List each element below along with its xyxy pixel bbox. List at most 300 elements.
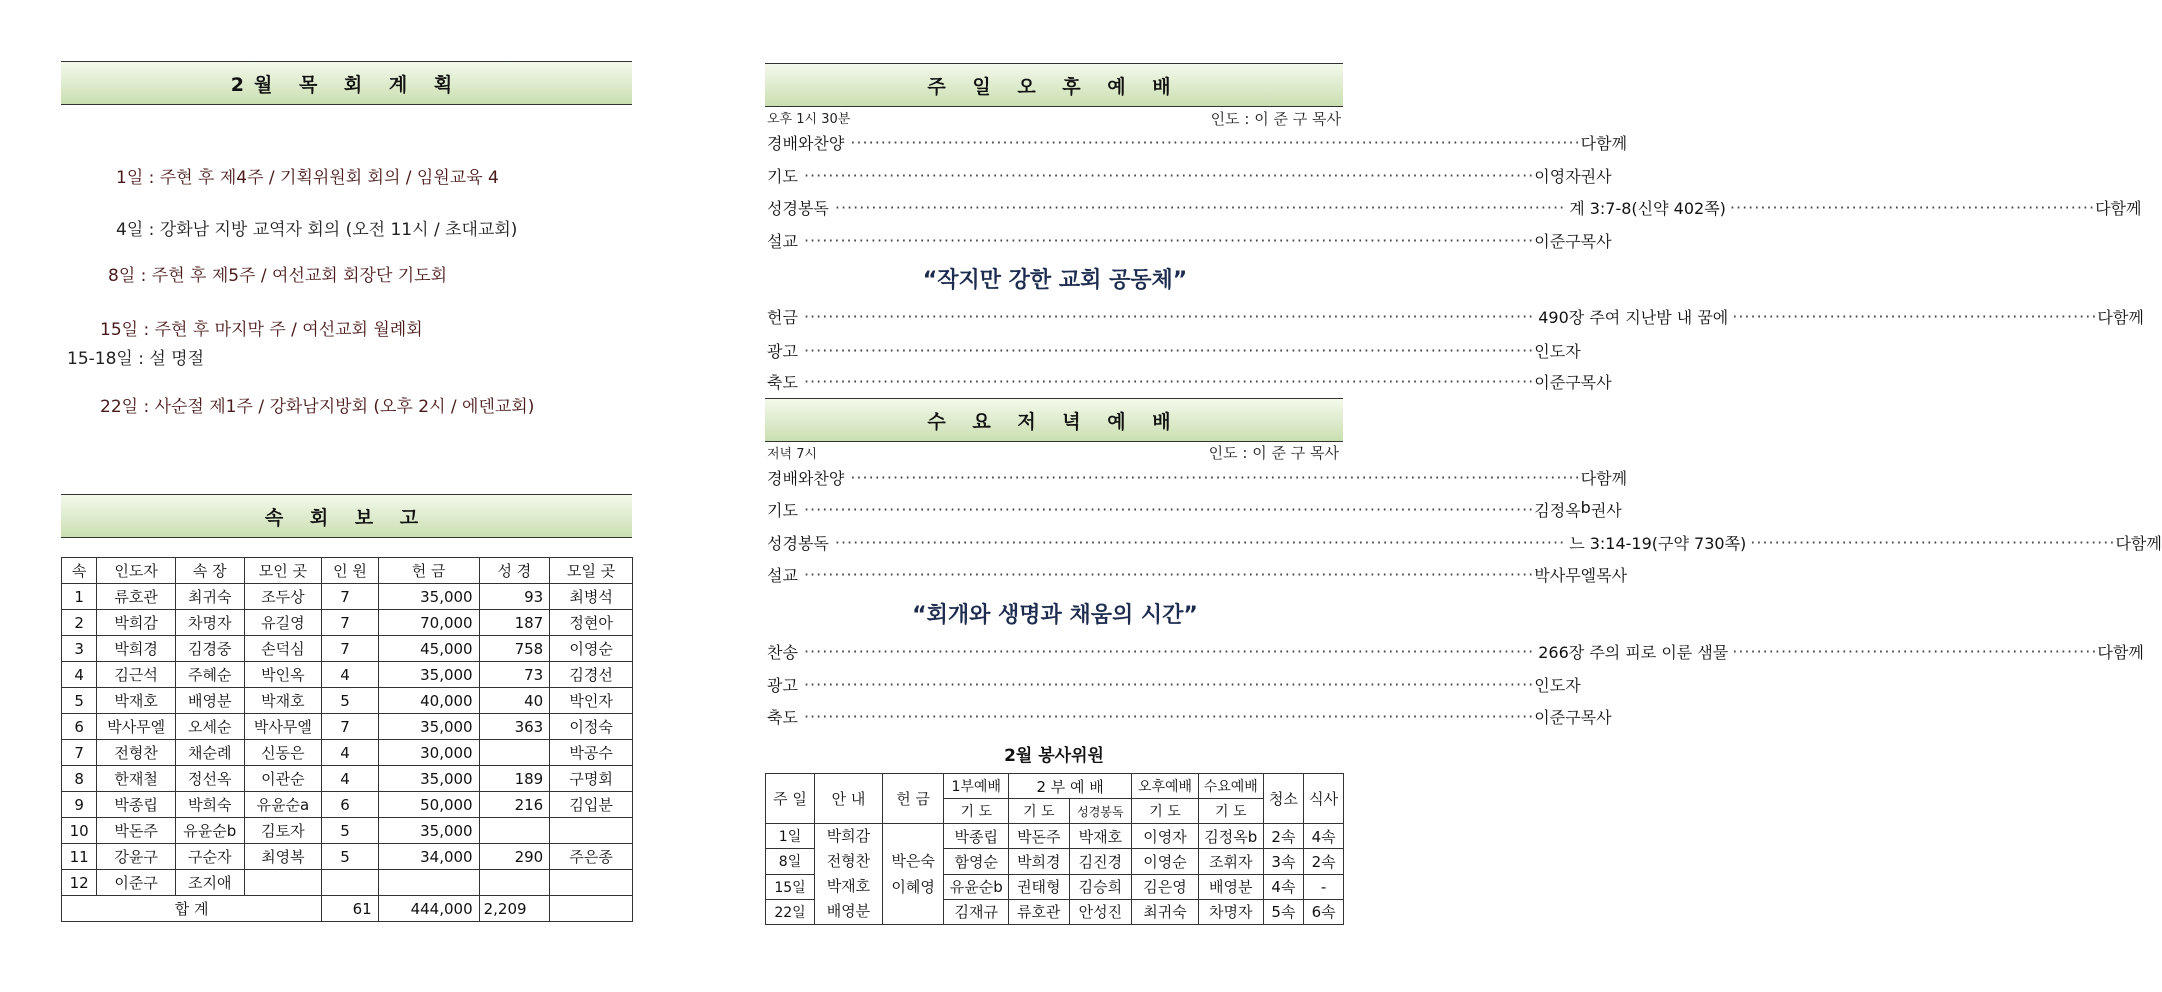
report-body	[62, 584, 633, 896]
order-row	[767, 495, 1622, 523]
glyph: 경	[782, 198, 798, 218]
v-day: 8일	[766, 849, 815, 874]
cell-report-table	[61, 557, 633, 922]
glyph: 축	[767, 707, 783, 727]
schedule-item: 22일 : 사순절 제1주 / 강화남지방회 (오후 2시 / 에덴교회)	[100, 397, 535, 417]
table-cell: 40	[479, 688, 550, 714]
glyph: 봉	[797, 533, 814, 553]
col-header: 속	[62, 558, 97, 584]
glyph: 배	[782, 133, 798, 153]
glyph: b	[1580, 497, 1591, 517]
glyph: 경	[767, 133, 783, 153]
order-value	[2097, 640, 2143, 663]
v-cell: 조휘자	[1198, 849, 1263, 874]
dot-leader: ························································································································	[834, 532, 1566, 552]
dot-leader: ························································································································	[803, 674, 1535, 694]
schedule-item: 8일 : 주현 후 제5주 / 여선교회 회장단 기도회	[108, 266, 448, 286]
glyph: 광	[767, 675, 783, 695]
glyph: 다	[1580, 468, 1597, 488]
order-label	[767, 196, 835, 219]
order-value	[2115, 531, 2161, 554]
order-label	[767, 531, 835, 554]
table-cell: 93	[479, 584, 550, 610]
table-cell: 박공수	[550, 740, 633, 766]
glyph: 설	[767, 565, 783, 585]
order-label	[767, 229, 804, 252]
glyph: 께	[1611, 133, 1628, 153]
schedule-item: 4일 : 강화남 지방 교역자 회의 (오전 11시 / 초대교회)	[116, 220, 518, 240]
table-cell: 7	[322, 714, 378, 740]
order-label	[767, 339, 804, 362]
volunteers-table	[765, 773, 1344, 925]
vh-second: 2 부 예 배	[1009, 774, 1132, 799]
plan-title: 2월 목 회 계 획	[230, 73, 463, 96]
table-cell: 216	[479, 792, 550, 818]
order-detail: 490장 주여 지난밤 내 꿈에	[1538, 307, 1729, 327]
glyph: 양	[828, 468, 845, 488]
table-row	[62, 662, 633, 688]
glyph: 교	[782, 231, 798, 251]
v-cell: 이영자	[1132, 824, 1199, 849]
glyph: 함	[2112, 642, 2129, 662]
v-cell: 차명자	[1198, 899, 1263, 924]
glyph: 함	[1596, 133, 1612, 153]
table-cell: 김경중	[175, 636, 244, 662]
table-cell: 유윤순b	[175, 818, 244, 844]
v-cell: 5속	[1263, 899, 1304, 924]
wednesday-title: 수 요 저 녁 예 배	[927, 410, 1181, 433]
v-guide: 전형찬	[826, 852, 871, 870]
wednesday-header	[765, 398, 1343, 442]
vh-read: 성경봉독	[1069, 799, 1132, 824]
glyph: 헌	[767, 307, 783, 327]
order-label	[767, 673, 804, 696]
glyph: 자	[1565, 675, 1581, 695]
table-row	[62, 844, 633, 870]
col-header: 모인 곳	[244, 558, 322, 584]
glyph: 준	[1549, 231, 1566, 251]
v-cell: 박종립	[944, 824, 1009, 849]
glyph: 이	[1534, 166, 1550, 186]
table-cell: 유윤순a	[244, 792, 322, 818]
glyph: 구	[1565, 707, 1581, 727]
v-cell: 박재호	[1069, 824, 1132, 849]
glyph: 박	[1534, 565, 1550, 585]
table-cell: 채순례	[175, 740, 244, 766]
table-cell: 배영분	[175, 688, 244, 714]
glyph: 함	[2112, 307, 2129, 327]
order-row	[767, 560, 1628, 588]
vh-pray1: 기 도	[944, 799, 1009, 824]
order-value	[1534, 498, 1622, 521]
table-cell: 5	[322, 688, 378, 714]
glyph: 구	[1565, 372, 1581, 392]
v-cell: 권태형	[1009, 874, 1070, 899]
dot-leader: ························································································································	[803, 499, 1535, 519]
glyph: 께	[2126, 198, 2142, 218]
glyph: 목	[1580, 231, 1597, 251]
table-cell: 류호관	[97, 584, 176, 610]
v-cell: 2속	[1304, 849, 1344, 874]
order-label	[767, 164, 804, 187]
v-guide: 박희감	[826, 827, 871, 845]
table-cell: 박희경	[97, 636, 176, 662]
table-cell: 박재호	[97, 688, 176, 714]
order-value	[1534, 563, 1627, 586]
dot-leader: ····························································	[1729, 197, 2096, 217]
table-cell: 박인옥	[244, 662, 322, 688]
table-cell: 7	[322, 610, 378, 636]
glyph: 영	[1549, 166, 1566, 186]
order-row	[767, 528, 2162, 556]
table-cell: 3	[62, 636, 97, 662]
table-cell: 박인자	[550, 688, 633, 714]
v-guide: 배영분	[826, 902, 871, 920]
order-value	[2097, 305, 2143, 328]
glyph: 고	[782, 675, 798, 695]
order-row	[767, 161, 1612, 189]
table-cell: 이정숙	[550, 714, 633, 740]
glyph: 경	[767, 468, 783, 488]
table-cell: 45,000	[378, 636, 479, 662]
order-value	[1534, 164, 1611, 187]
col-header: 인도자	[97, 558, 176, 584]
table-cell: 김토자	[244, 818, 322, 844]
table-cell: 4	[62, 662, 97, 688]
table-cell: 6	[62, 714, 97, 740]
table-cell: 30,000	[378, 740, 479, 766]
order-value	[1534, 229, 1611, 252]
table-cell	[479, 818, 550, 844]
glyph: 사	[1596, 231, 1612, 251]
glyph: 다	[2097, 307, 2113, 327]
table-cell: 6	[322, 792, 378, 818]
table-cell: 정현아	[550, 610, 633, 636]
v-cell: 3속	[1263, 849, 1304, 874]
dot-leader: ························································································································	[834, 197, 1566, 217]
dot-leader: ························································································································	[803, 165, 1535, 185]
v-cell: 이영순	[1132, 849, 1199, 874]
table-cell: 7	[62, 740, 97, 766]
afternoon-header	[765, 63, 1343, 107]
glyph: 이	[1534, 372, 1550, 392]
glyph: 양	[828, 133, 845, 153]
glyph: 도	[782, 500, 798, 520]
glyph: 사	[1596, 166, 1612, 186]
glyph: 사	[1596, 372, 1612, 392]
glyph: 찬	[813, 468, 829, 488]
order-label	[767, 640, 804, 663]
glyph: 성	[767, 533, 783, 553]
table-cell: 이영순	[550, 636, 633, 662]
order-detail: 266장 주의 피로 이룬 샘물	[1538, 642, 1729, 662]
vh-guide: 안 내	[815, 774, 883, 824]
table-cell: 4	[322, 766, 378, 792]
vh-offer: 헌 금	[882, 774, 944, 824]
order-row	[767, 226, 1612, 254]
order-value	[1581, 131, 1627, 154]
table-row	[62, 818, 633, 844]
table-cell: 290	[479, 844, 550, 870]
glyph: 옥	[1565, 500, 1581, 520]
glyph: 이	[1534, 707, 1550, 727]
glyph: 께	[1611, 468, 1628, 488]
v-day: 1일	[766, 824, 815, 849]
glyph: 고	[782, 341, 798, 361]
glyph: 구	[1565, 231, 1581, 251]
glyph: 권	[1590, 500, 1607, 520]
glyph: 금	[782, 307, 798, 327]
table-row	[62, 610, 633, 636]
order-value	[1534, 339, 1580, 362]
v-cell: 안성진	[1069, 899, 1132, 924]
glyph: 사	[1606, 500, 1622, 520]
table-cell: 2	[62, 610, 97, 636]
table-cell: 187	[479, 610, 550, 636]
vh-pray2: 기 도	[1009, 799, 1070, 824]
col-header: 속 장	[175, 558, 244, 584]
table-row	[62, 714, 633, 740]
table-cell: 35,000	[378, 818, 479, 844]
table-row	[62, 740, 633, 766]
table-cell: 박돈주	[97, 818, 176, 844]
table-cell: 11	[62, 844, 97, 870]
v-cell: 2속	[1263, 824, 1304, 849]
v-cell: 김재규	[944, 899, 1009, 924]
glyph: 설	[767, 231, 783, 251]
order-row	[767, 128, 1628, 156]
glyph: 배	[782, 468, 798, 488]
table-cell: 34,000	[378, 844, 479, 870]
report-title: 속 회 보 고	[264, 506, 429, 529]
table-cell: 5	[62, 688, 97, 714]
table-cell: 정선옥	[175, 766, 244, 792]
table-cell: 10	[62, 818, 97, 844]
table-cell: 35,000	[378, 766, 479, 792]
table-cell: 50,000	[378, 792, 479, 818]
table-cell: 최영복	[244, 844, 322, 870]
afternoon-sermon-title: “작지만 강한 교회 공동체”	[922, 268, 1188, 293]
volunteers-title: 2월 봉사위원	[1004, 746, 1104, 766]
v-cell: 함영순	[944, 849, 1009, 874]
glyph: 자	[1565, 341, 1581, 361]
v-cell: 김은영	[1132, 874, 1199, 899]
order-value	[1534, 705, 1611, 728]
order-value	[1534, 673, 1580, 696]
order-label	[767, 305, 804, 328]
order-row	[767, 367, 1612, 395]
vh-pray3: 기 도	[1132, 799, 1199, 824]
table-cell: 유길영	[244, 610, 322, 636]
v-cell: 박돈주	[1009, 824, 1070, 849]
glyph: 권	[1580, 166, 1597, 186]
glyph: 성	[767, 198, 783, 218]
table-cell: 35,000	[378, 714, 479, 740]
schedule-item: 1일 : 주현 후 제4주 / 기획위원회 회의 / 임원교육 4	[116, 168, 499, 188]
glyph: 함	[1596, 468, 1612, 488]
table-cell: 박종립	[97, 792, 176, 818]
order-label	[767, 563, 804, 586]
glyph: 목	[1580, 707, 1597, 727]
v-guide: 박재호	[826, 877, 871, 895]
dot-leader: ····························································	[1732, 306, 2098, 326]
wednesday-time: 저녁 7시	[767, 447, 818, 462]
v-offering	[882, 824, 944, 925]
v-cell: 4속	[1304, 824, 1344, 849]
v-cell: 김진경	[1069, 849, 1132, 874]
table-row	[62, 792, 633, 818]
table-cell: 조두상	[244, 584, 322, 610]
v-cell: 김정옥b	[1198, 824, 1263, 849]
v-cell: 박희경	[1009, 849, 1070, 874]
glyph: 광	[767, 341, 783, 361]
table-cell: 구명회	[550, 766, 633, 792]
table-cell: 7	[322, 584, 378, 610]
table-cell: 주은종	[550, 844, 633, 870]
order-value	[1534, 370, 1611, 393]
vh-clean: 청소	[1263, 774, 1304, 824]
table-cell: 7	[322, 636, 378, 662]
glyph: 무	[1565, 565, 1581, 585]
v-cell: 김승희	[1069, 874, 1132, 899]
glyph: 와	[797, 468, 814, 488]
glyph: 다	[2095, 198, 2111, 218]
table-cell: 박희숙	[175, 792, 244, 818]
v-cell: 6속	[1304, 899, 1344, 924]
table-cell: 8	[62, 766, 97, 792]
glyph: 찬	[767, 642, 783, 662]
table-cell: 박재호	[244, 688, 322, 714]
glyph: 함	[2130, 533, 2147, 553]
total-count: 61	[322, 896, 378, 922]
table-row	[62, 766, 633, 792]
glyph: 와	[797, 133, 814, 153]
order-value	[1581, 466, 1627, 489]
order-label	[767, 498, 804, 521]
glyph: 도	[782, 372, 798, 392]
dot-leader: ························································································································	[850, 467, 1581, 487]
glyph: 준	[1549, 372, 1566, 392]
glyph: 다	[1580, 133, 1597, 153]
total-row	[62, 896, 633, 922]
table-cell	[322, 870, 378, 896]
wednesday-sermon-title: “회개와 생명과 채움의 시간”	[912, 603, 1198, 628]
table-cell: 70,000	[378, 610, 479, 636]
glyph: 정	[1549, 500, 1566, 520]
vh-day: 주 일	[766, 774, 815, 824]
total-offering: 444,000	[378, 896, 479, 922]
table-cell: 4	[322, 662, 378, 688]
table-cell: 손덕심	[244, 636, 322, 662]
table-cell: 12	[62, 870, 97, 896]
glyph: 께	[2146, 533, 2162, 553]
table-cell: 9	[62, 792, 97, 818]
glyph: 께	[2128, 307, 2144, 327]
glyph: 함	[2110, 198, 2127, 218]
order-detail: 계 3:7-8(신약 402쪽)	[1569, 198, 1726, 218]
v-day: 15일	[766, 874, 815, 899]
order-row	[767, 302, 2144, 330]
dot-leader: ························································································································	[850, 132, 1581, 152]
afternoon-time: 오후 1시 30분	[767, 112, 851, 127]
order-label	[767, 466, 850, 489]
glyph: 김	[1534, 500, 1550, 520]
table-cell: 이관순	[244, 766, 322, 792]
dot-leader: ························································································································	[803, 641, 1535, 661]
table-cell: 김근석	[97, 662, 176, 688]
table-cell	[479, 740, 550, 766]
table-cell: 4	[322, 740, 378, 766]
table-cell: 최병석	[550, 584, 633, 610]
glyph: 다	[2115, 533, 2131, 553]
glyph: 엘	[1580, 565, 1597, 585]
table-cell	[550, 818, 633, 844]
table-cell	[378, 870, 479, 896]
glyph: 목	[1580, 372, 1597, 392]
glyph: 목	[1596, 565, 1612, 585]
afternoon-leader: 인도 : 이 준 구 목사	[1210, 110, 1341, 128]
glyph: 독	[813, 533, 829, 553]
table-cell: 구순자	[175, 844, 244, 870]
dot-leader: ························································································································	[803, 340, 1535, 360]
order-row	[767, 463, 1628, 491]
v-cell: 류호관	[1009, 899, 1070, 924]
dot-leader: ························································································································	[803, 564, 1535, 584]
table-cell: 신동은	[244, 740, 322, 766]
table-cell: 5	[322, 844, 378, 870]
order-value	[2095, 196, 2141, 219]
order-label	[767, 131, 850, 154]
order-row	[767, 670, 1581, 698]
table-cell: 최귀숙	[175, 584, 244, 610]
table-cell: 363	[479, 714, 550, 740]
glyph: 독	[813, 198, 829, 218]
plan-header	[61, 61, 632, 105]
glyph: 께	[2128, 642, 2144, 662]
v-day: 22일	[766, 899, 815, 924]
table-cell: 김입분	[550, 792, 633, 818]
table-cell: 오세순	[175, 714, 244, 740]
table-header-row	[62, 558, 633, 584]
dot-leader: ························································································································	[803, 371, 1535, 391]
v-offer: 박은숙	[891, 852, 935, 870]
glyph: 경	[782, 533, 798, 553]
table-cell: 박사무엘	[97, 714, 176, 740]
table-cell	[550, 870, 633, 896]
glyph: 도	[782, 166, 798, 186]
glyph: 사	[1596, 707, 1612, 727]
report-header	[61, 494, 632, 538]
v-cell: -	[1304, 874, 1344, 899]
glyph: 송	[782, 642, 798, 662]
table-row	[62, 636, 633, 662]
col-header: 모일 곳	[550, 558, 633, 584]
glyph: 이	[1534, 231, 1550, 251]
table-cell: 전형찬	[97, 740, 176, 766]
vh-meal: 식사	[1304, 774, 1344, 824]
order-label	[767, 370, 804, 393]
total-label: 합 계	[62, 896, 322, 922]
table-cell: 758	[479, 636, 550, 662]
glyph: 도	[1549, 341, 1566, 361]
v-offer: 이혜영	[891, 878, 935, 896]
wednesday-leader: 인도 : 이 준 구 목사	[1208, 444, 1339, 462]
table-row	[62, 688, 633, 714]
schedule-item: 15일 : 주현 후 마지막 주 / 여선교회 월례회	[100, 320, 423, 340]
v-cell: 유윤순b	[944, 874, 1009, 899]
table-row	[62, 584, 633, 610]
table-cell: 김경선	[550, 662, 633, 688]
